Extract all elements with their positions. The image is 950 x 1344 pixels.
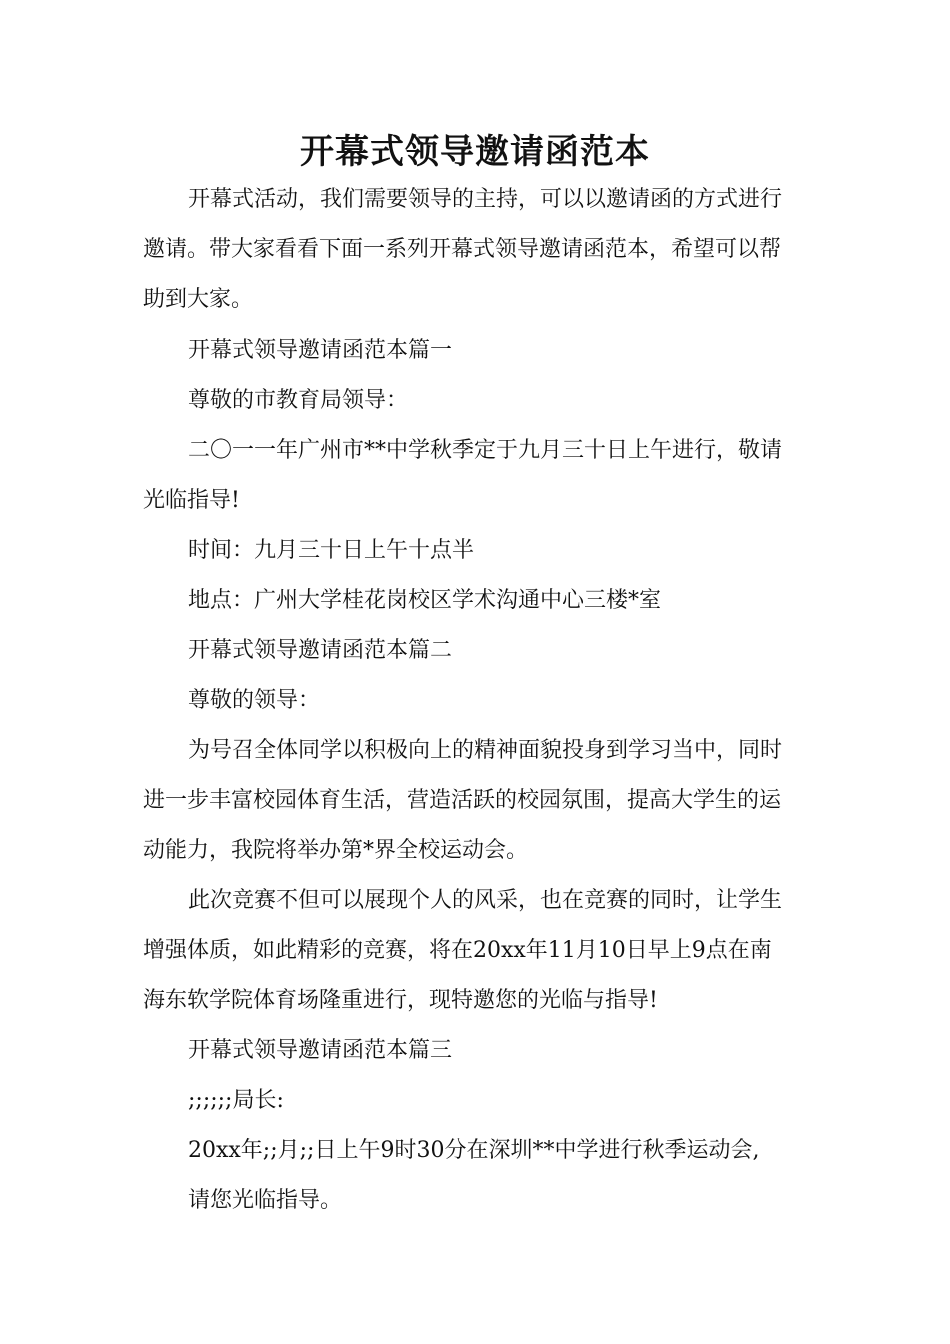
intro-paragraph-line-3: 助到大家。: [143, 287, 254, 312]
invitation-2-line-2: 进一步丰富校园体育生活，营造活跃的校园氛围，提高大学生的运: [143, 788, 782, 813]
invitation-3-line-1: 20xx年;;月;;日上午9时30分在深圳**中学进行秋季运动会,: [188, 1138, 760, 1163]
section-heading-2: 开幕式领导邀请函范本篇二: [188, 638, 453, 663]
section-heading-3: 开幕式领导邀请函范本篇三: [188, 1038, 453, 1063]
salutation-2: 尊敬的领导：: [188, 688, 321, 713]
section-heading-1: 开幕式领导邀请函范本篇一: [188, 338, 453, 363]
intro-paragraph-line-1: 开幕式活动，我们需要领导的主持，可以以邀请函的方式进行: [188, 187, 783, 212]
invitation-2-line-1: 为号召全体同学以积极向上的精神面貌投身到学习当中，同时: [188, 738, 783, 763]
time-line: 时间：九月三十日上午十点半: [188, 538, 475, 563]
invitation-2-line-4: 此次竞赛不但可以展现个人的风采，也在竞赛的同时，让学生: [188, 888, 783, 913]
intro-paragraph-line-2: 邀请。带大家看看下面一系列开幕式领导邀请函范本，希望可以帮: [143, 237, 782, 262]
invitation-3-line-2: 请您光临指导。: [188, 1188, 343, 1213]
invitation-2-line-5: 增强体质，如此精彩的竞赛，将在20xx年11月10日早上9点在南: [143, 938, 772, 963]
invitation-2-line-6: 海东软学院体育场隆重进行，现特邀您的光临与指导!: [143, 988, 658, 1013]
salutation-1: 尊敬的市教育局领导：: [188, 388, 409, 413]
document-title: 开幕式领导邀请函范本: [300, 132, 650, 172]
invitation-2-line-3: 动能力，我院将举办第*界全校运动会。: [143, 838, 529, 863]
invitation-1-line-1: 二〇一一年广州市**中学秋季定于九月三十日上午进行，敬请: [188, 438, 783, 463]
salutation-3: ;;;;;;局长:: [188, 1088, 284, 1113]
location-line: 地点：广州大学桂花岗校区学术沟通中心三楼*室: [188, 588, 662, 613]
invitation-1-line-2: 光临指导!: [143, 488, 240, 513]
